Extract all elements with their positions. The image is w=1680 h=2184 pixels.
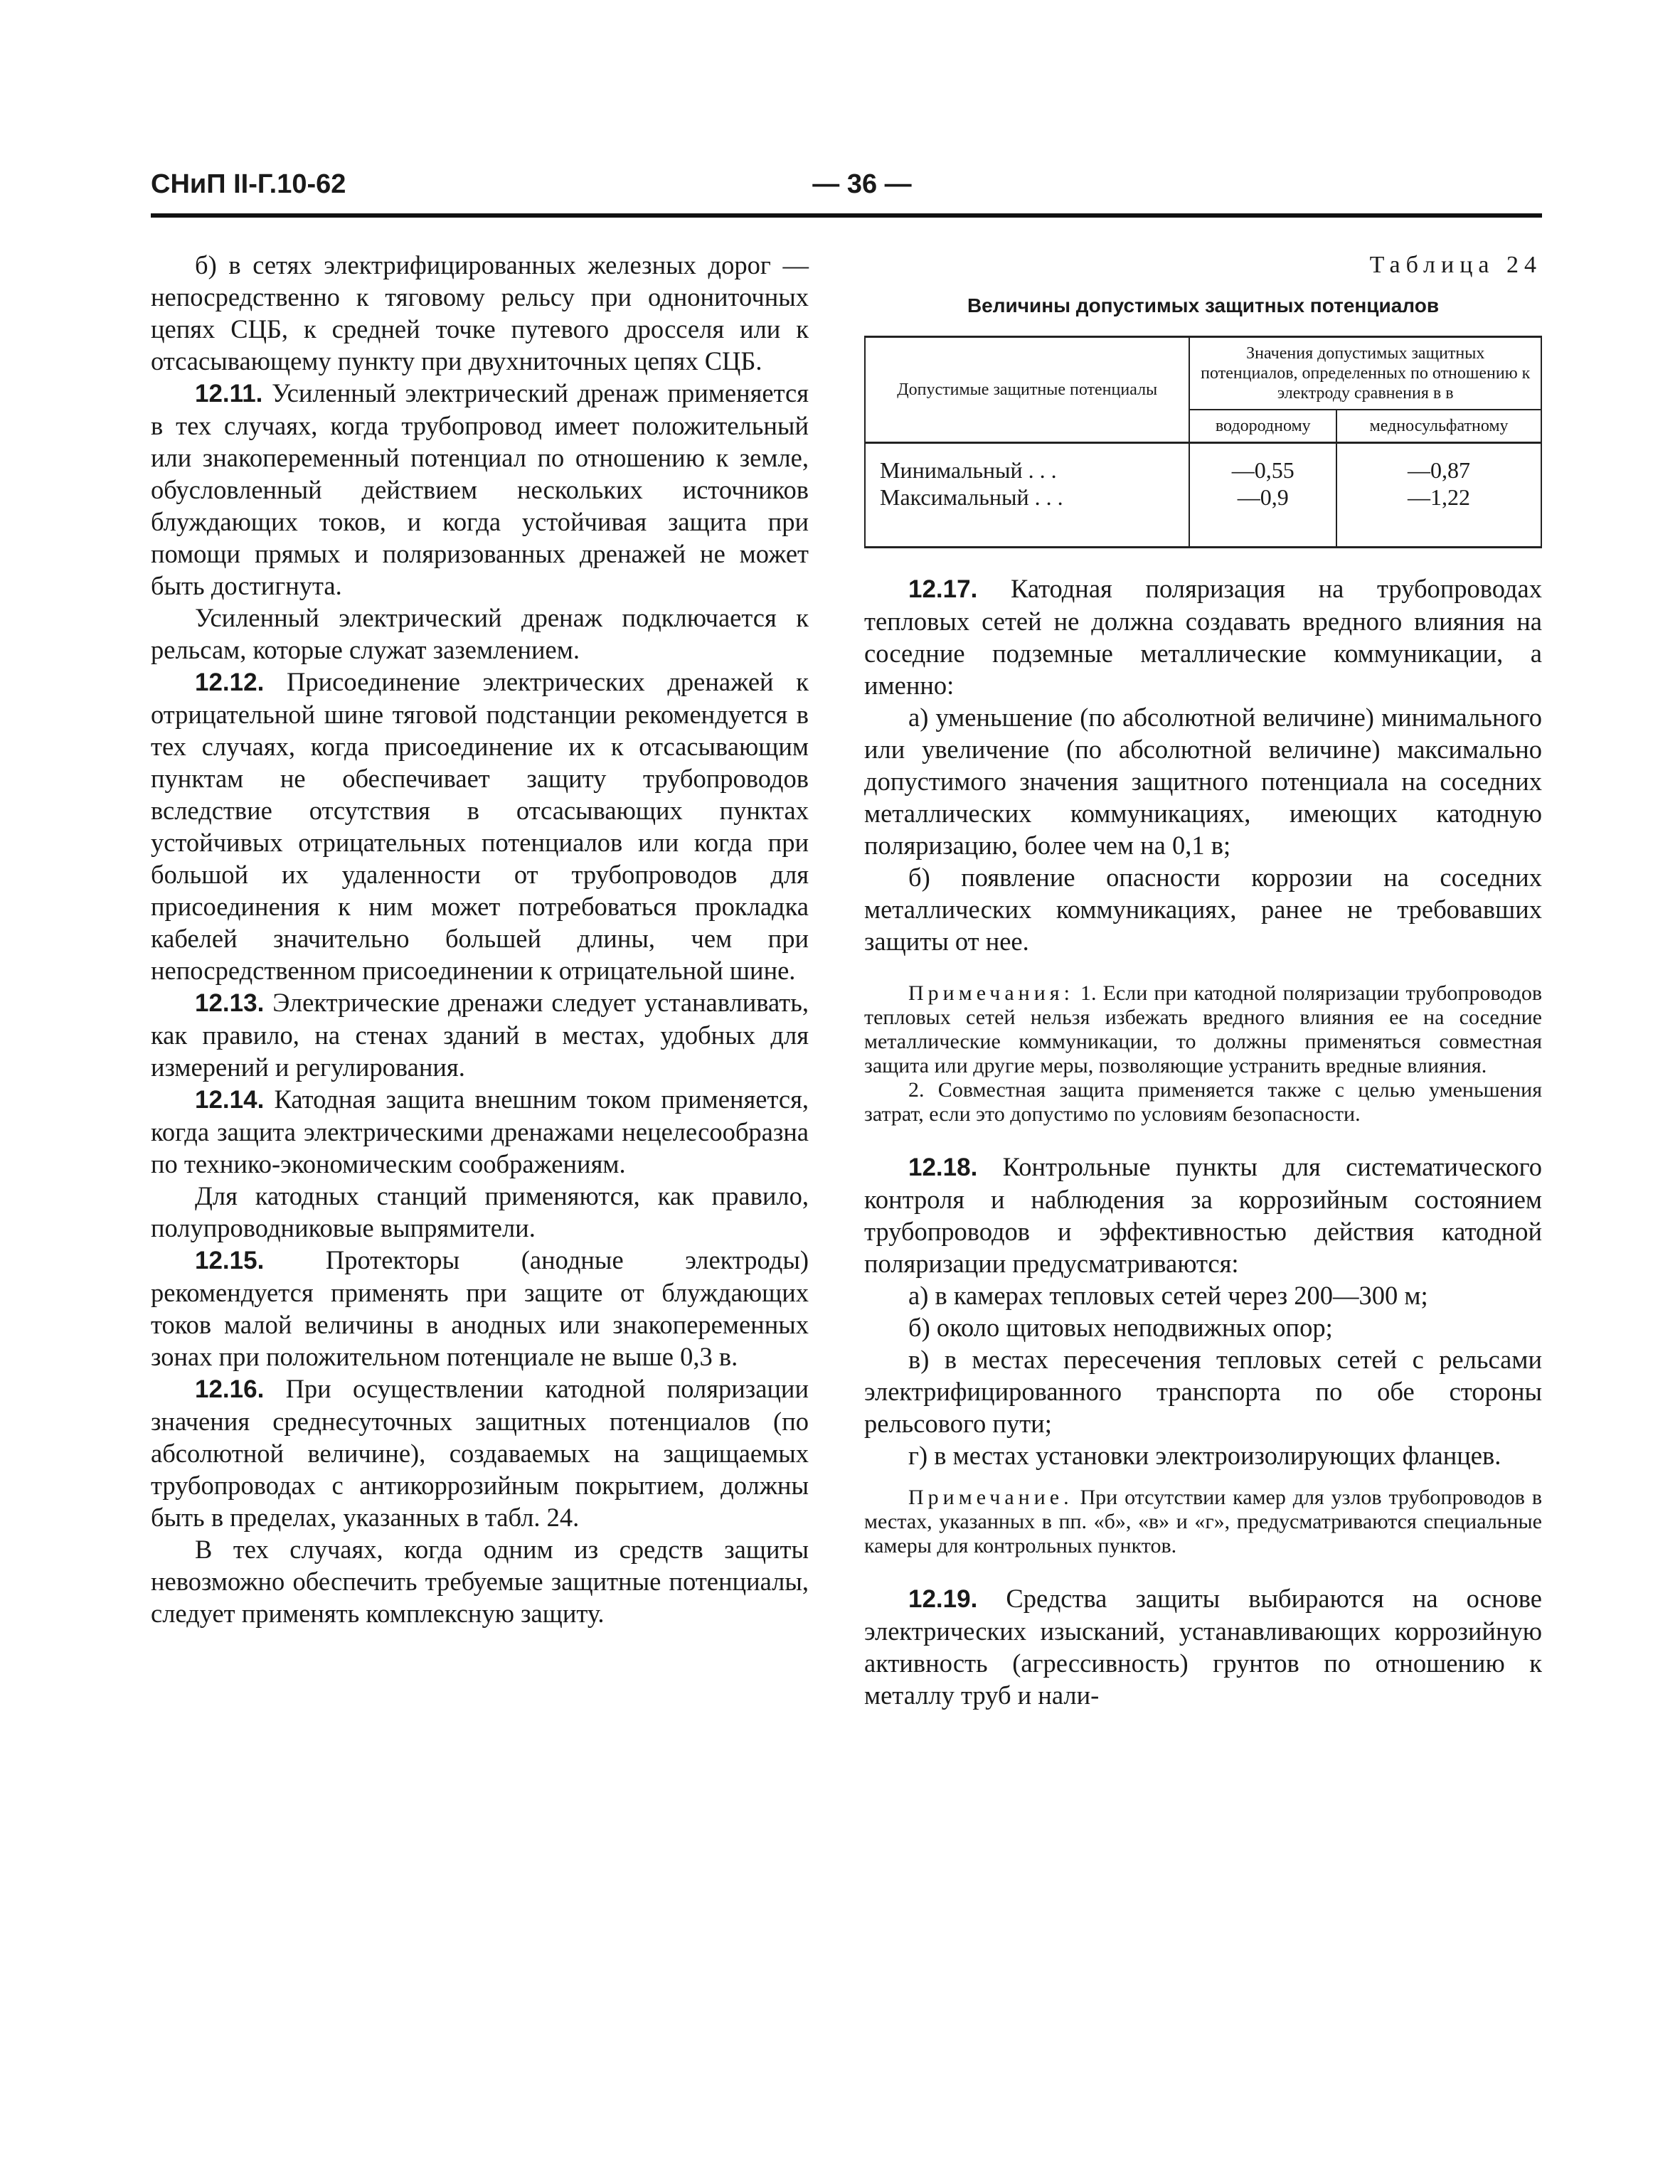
section-12-12 — [151, 666, 809, 986]
table-header-values: Значения допустимых защитных потенциалов, определенных по отношению к электроду сравнения в в — [1189, 337, 1541, 410]
note-2: 2. Совместная защита применяется также с целью уменьшения затрат, если это допустимо по условиям безопасности. — [864, 1078, 1542, 1126]
section-12-17-item-a: а) уменьшение (по абсолютной величине) минимального или увеличение (по абсолютной величине) максимально допустимого значения защитного потенциала на соседних металлических коммуникациях, имеющих катодную поляризацию, более чем на 0,1 в; — [864, 703, 1542, 860]
section-12-11-para2: Усиленный электрический дренаж подключается к рельсам, которые служат заземлением. — [151, 603, 809, 664]
section-text: Контрольные пункты для систематического контроля и наблюдения за коррозийным состоянием трубопроводов и эффективностью действия катодной поляризации предусматриваются: — [864, 1152, 1542, 1278]
value-min-hydrogen: —0,55 — [1231, 457, 1294, 483]
header-divider — [151, 213, 1542, 218]
value-max-hydrogen: —0,9 — [1237, 484, 1289, 510]
section-12-18-item-c: в) в местах пересечения тепловых сетей с рельсами электрифицированного транспорта по обе стороны рельсового пути; — [864, 1345, 1542, 1438]
section-number: 12.12. — [195, 668, 265, 696]
section-text: Присоединение электрических дренажей к отрицательной шине тяговой подстанции рекомендуется в тех случаях, когда присоединение их к отсасывающим пунктам не обеспечивает защиту трубопроводов вследствие отсутствия в отсасывающих пунктах устойчивых отрицательных потенциалов или когда при большой их удаленности от трубопроводов для присоединения к ним может потребоваться прокладка кабелей значительно большей длины, чем при непосредственном присоединении к отрицательной шине. — [151, 667, 809, 985]
right-column — [864, 249, 1542, 1711]
section-12-16 — [151, 1373, 809, 1533]
section-12-18 — [864, 1151, 1542, 1279]
notes-label: Примечания: — [908, 981, 1074, 1005]
table-caption: Таблица 24 — [1369, 252, 1542, 278]
paragraph-b-railways: б) в сетях электрифицированных железных дорог — непосредственно к тяговому рельсу при однониточных цепях СЦБ, к средней точке путевого дросселя или к отсасывающему пункту при двухниточных цепях СЦБ. — [151, 250, 809, 375]
note-text: При отсутствии камер для узлов трубопроводов в местах, указанных в пп. «б», «в» и «г», предусматриваются специальные камеры для контрольных пунктов. — [864, 1486, 1543, 1557]
section-number: 12.16. — [195, 1375, 265, 1403]
section-number: 12.13. — [195, 989, 265, 1017]
table-col-copper-sulfate — [1336, 443, 1541, 548]
value-max-copper-sulfate: —1,22 — [1408, 484, 1471, 510]
table-subheader-hydrogen: водородному — [1189, 410, 1336, 443]
section-text: Средства защиты выбираются на основе электрических изысканий, устанавливающих коррозийную активность (агрессивность) грунтов по отношению к металлу труб и нали- — [864, 1584, 1542, 1710]
table-row-labels — [865, 443, 1189, 548]
section-12-16-para2: В тех случаях, когда одним из средств защиты невозможно обеспечить требуемые защитные потенциалы, следует применять комплексную защиту. — [151, 1535, 809, 1628]
note-label: Примечание. — [908, 1486, 1073, 1509]
value-min-copper-sulfate: —0,87 — [1408, 457, 1471, 483]
left-column — [151, 249, 809, 1629]
protective-potentials-table — [864, 336, 1542, 548]
section-12-14 — [151, 1083, 809, 1180]
section-text: Усиленный электрический дренаж применяется в тех случаях, когда трубопровод имеет положительный или знакопеременный потенциал по отношению к земле, обусловленный действием нескольких источников блуждающих токов, и когда устойчивая защита при помощи прямых и поляризованных дренажей не может быть достигнута. — [151, 378, 809, 600]
section-12-18-item-a: а) в камерах тепловых сетей через 200—300 м; — [908, 1281, 1428, 1310]
section-number: 12.19. — [908, 1585, 978, 1613]
section-number: 12.14. — [195, 1086, 265, 1114]
section-12-15 — [151, 1244, 809, 1373]
section-12-14-para2: Для катодных станций применяются, как правило, полупроводниковые выпрямители. — [151, 1181, 809, 1242]
section-12-17 — [864, 572, 1542, 701]
section-12-18-item-b: б) около щитовых неподвижных опор; — [908, 1313, 1333, 1342]
section-12-19 — [864, 1582, 1542, 1711]
table-subheader-copper-sulfate: медносульфатному — [1336, 410, 1541, 443]
table-title: Величины допустимых защитных потенциалов — [967, 294, 1440, 316]
row-label-min: Минимальный . . . — [880, 457, 1057, 483]
section-number: 12.18. — [908, 1154, 978, 1181]
section-number: 12.17. — [908, 575, 978, 603]
section-12-11 — [151, 377, 809, 602]
section-text: При осуществлении катодной поляризации значения среднесуточных защитных потенциалов (по абсолютной величине), создаваемых на защищаемых трубопроводах с антикоррозийным покрытием, должны быть в пределах, указанных в табл. 24. — [151, 1374, 809, 1532]
section-text: Протекторы (анодные электроды) рекомендуется применять при защите от блуждающих токов малой величины в анодных или знакопеременных зонах при положительном потенциале не выше 0,3 в. — [151, 1245, 809, 1371]
row-label-max: Максимальный . . . — [880, 484, 1063, 510]
section-text: Электрические дренажи следует устанавливать, как правило, на стенах зданий в местах, удобных для измерений и регулирования. — [151, 988, 809, 1082]
section-text: Катодная поляризация на трубопроводах тепловых сетей не должна создавать вредного влияния на соседние подземные металлические коммуникации, а именно: — [864, 574, 1543, 700]
section-12-17-item-b: б) появление опасности коррозии на соседних металлических коммуникациях, ранее не требовавших защиты от нее. — [864, 863, 1542, 956]
document-code: СНиП II-Г.10-62 — [151, 169, 346, 199]
page-number: — 36 — — [812, 169, 912, 199]
section-number: 12.11. — [195, 380, 263, 407]
note-1: 1. Если при катодной поляризации трубопроводов тепловых сетей нельзя избежать вредного влияния ее на соседние металлические коммуникации, то должны применяться совместная защита или другие меры, позволяющие устранить вредные влияния. — [864, 981, 1542, 1077]
section-12-18-item-d: г) в местах установки электроизолирующих фланцев. — [908, 1441, 1501, 1470]
section-12-13 — [151, 986, 809, 1083]
notes-block-2 — [864, 1486, 1542, 1558]
table-header-potentials: Допустимые защитные потенциалы — [865, 337, 1189, 443]
table-col-hydrogen — [1189, 443, 1336, 548]
section-number: 12.15. — [195, 1247, 265, 1274]
section-text: Катодная защита внешним током применяется, когда защита электрическими дренажами нецелесообразна по технико-экономическим соображениям. — [151, 1085, 809, 1178]
notes-block-1 — [864, 981, 1542, 1078]
page-header — [151, 169, 1542, 212]
